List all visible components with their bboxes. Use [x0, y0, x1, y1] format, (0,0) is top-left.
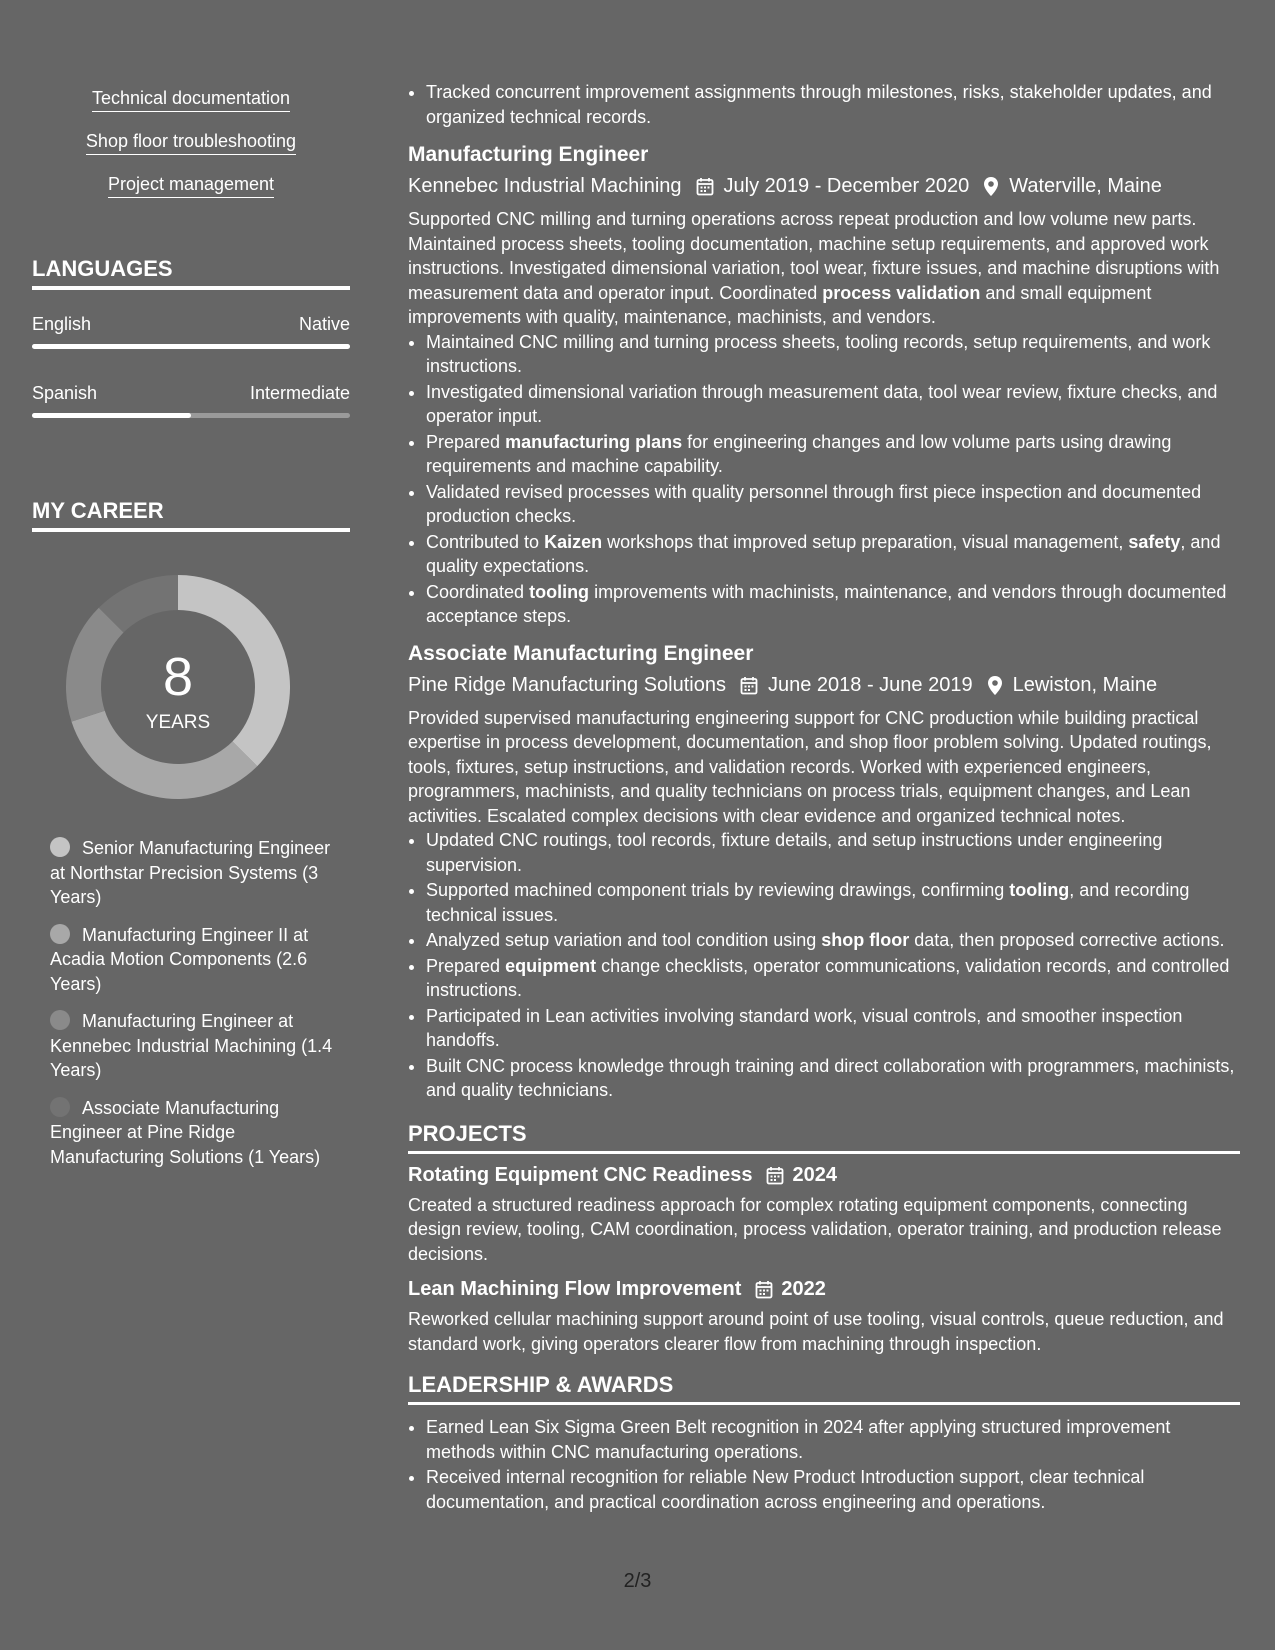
career-donut-segment — [178, 575, 290, 766]
legend-dot — [50, 1010, 70, 1030]
language-level: Native — [298, 314, 350, 334]
bullet-text: change checklists, operator communications, validation records, and controlled instructions. — [426, 955, 1230, 1000]
skills-list — [32, 88, 350, 217]
bullet-text: , and quality expectations. — [426, 531, 1221, 576]
bullet-text: Prepared — [426, 431, 506, 452]
job-meta — [408, 175, 1240, 198]
bullet-text: Investigated dimensional variation through measurement data, tool wear review, fixture checks, and operator input. — [426, 381, 1218, 426]
bullet-text: , and recording technical issues. — [426, 880, 1190, 925]
project-title: Rotating Equipment CNC Readiness — [408, 1163, 753, 1186]
job-description — [408, 706, 1240, 829]
career-donut-segment — [66, 608, 124, 722]
career-total-unit: YEARS — [145, 712, 211, 733]
bullet-text: Prepared — [426, 955, 506, 976]
bullet-highlight: tooling — [1009, 880, 1070, 900]
bullet-text: improvements with machinists, maintenance, and vendors through documented acceptance steps. — [426, 581, 1227, 626]
bullet-item — [426, 1004, 1240, 1053]
location-pin-icon — [983, 176, 999, 197]
career-total-number: 8 — [162, 647, 194, 707]
main-content — [408, 0, 1240, 1515]
job-description — [408, 207, 1240, 330]
career-donut-chart — [66, 575, 290, 799]
project-description: Created a structured readiness approach for complex rotating equipment components, connecting design review, tooling, CAM coordination, process validation, operator training, and production release decisions. — [408, 1194, 1222, 1264]
bullet-highlight: safety — [1128, 531, 1181, 552]
career-legend-label: Manufacturing Engineer at Kennebec Industrial Machining (1.4 Years) — [50, 1011, 333, 1080]
job-company: Pine Ridge Manufacturing Solutions — [408, 673, 726, 696]
language-proficiency-bar — [32, 344, 350, 349]
bullet-text: Updated CNC routings, tool records, fixture details, and setup instructions under engineering supervision. — [426, 830, 1163, 875]
awards-heading: LEADERSHIP & AWARDS — [408, 1372, 1240, 1405]
job-location: Waterville, Maine — [1009, 175, 1162, 197]
job-description-text: and small equipment improvements with quality, maintenance, machinists, and vendors. — [408, 282, 1152, 327]
job-title: Manufacturing Engineer — [408, 143, 649, 166]
skill-item: Technical documentation — [92, 88, 290, 112]
bullet-text: Contributed to — [426, 531, 545, 552]
job-description-text: Supported CNC milling and turning operations across repeat production and low volume new parts. Maintained process sheets, tooling documentation, machine setup requirements, and approved work instructions. Investigated dimensional variation, tool wear, fixture issues, and machine disruptions with measurement data and operator input. Coordinated — [408, 209, 1220, 303]
project-description: Reworked cellular machining support around point of use tooling, visual controls, queue reduction, and standard work, giving operators clearer flow from machining through inspection. — [408, 1309, 1224, 1354]
language-proficiency-bar — [32, 413, 350, 418]
bullet-item: • Earned Lean Six Sigma Green Belt recognition in 2024 after applying structured improvement methods within CNC manufacturing operations. — [426, 1415, 1240, 1464]
bullet-text: Built CNC process knowledge through training and direct collaboration with programmers, machinists, and quality technicians. — [426, 1055, 1235, 1100]
career-legend-label: Associate Manufacturing Engineer at Pine Ridge Manufacturing Solutions (1 Years) — [50, 1097, 321, 1167]
career-legend-item — [50, 1009, 340, 1083]
bullet-item — [426, 330, 1240, 379]
language-spanish — [32, 383, 350, 418]
career-donut-svg — [66, 575, 290, 799]
job-title: Associate Manufacturing Engineer — [408, 641, 754, 665]
bullet-text: data, then proposed corrective actions. — [909, 930, 1225, 950]
career-legend-label: Senior Manufacturing Engineer at Northstar Precision Systems (3 Years) — [50, 838, 331, 907]
job-description-text: Provided supervised manufacturing engineering support for CNC production while building practical expertise in process development, documentation, and shop floor problem solving. Updated routings, tools, fixtures, setup instructions, and validation records. Worked with experienced engineers, programmers, machinists, and quality technicians on process trials, equipment changes, and Lean activities. Escalated complex decisions with clear evidence and organized technical notes. — [408, 707, 1212, 826]
bullet-item — [426, 1054, 1240, 1103]
job-meta — [408, 674, 1240, 697]
calendar-icon — [696, 177, 714, 196]
language-name: Spanish — [32, 383, 98, 403]
job-location: Lewiston, Maine — [1012, 673, 1158, 696]
project-year: 2024 — [792, 1163, 837, 1186]
project-title-row — [408, 1164, 1240, 1187]
bullet-item — [426, 580, 1240, 629]
job-dates: July 2019 - December 2020 — [723, 175, 970, 197]
bullet-text: Validated revised processes with quality personnel through first piece inspection and documented production checks. — [426, 481, 1202, 526]
bullet-highlight: Kaizen — [544, 531, 603, 552]
bullet-highlight: shop floor — [821, 930, 910, 950]
bullet-text: Coordinated — [426, 581, 530, 602]
bullet-text: Maintained CNC milling and turning process sheets, tooling records, setup requirements, and work instructions. — [426, 331, 1211, 376]
bullet-item — [426, 878, 1240, 927]
legend-dot — [50, 1097, 70, 1117]
bullet-highlight: manufacturing plans — [505, 431, 683, 452]
legend-dot — [50, 837, 70, 857]
bullet-item — [426, 480, 1240, 529]
bullet-highlight: tooling — [529, 581, 590, 602]
career-legend-item — [50, 923, 340, 997]
bullet-item — [426, 928, 1240, 953]
calendar-icon — [755, 1280, 773, 1299]
job-bullets — [408, 828, 1240, 1103]
bullet-text: workshops that improved setup preparation, visual management, — [602, 531, 1129, 552]
career-legend — [50, 836, 340, 1182]
skill-item: Project management — [108, 174, 274, 198]
continued-bullets — [408, 80, 1240, 129]
location-pin-icon — [987, 675, 1003, 696]
project-entry — [408, 1278, 1240, 1356]
language-level: Intermediate — [249, 383, 350, 403]
bullet-text: Analyzed setup variation and tool condition using — [426, 930, 822, 950]
project-title-row — [408, 1278, 1240, 1301]
career-legend-label: Manufacturing Engineer II at Acadia Motion Components (2.6 Years) — [50, 924, 309, 994]
job-entry — [408, 642, 1240, 1103]
page-number: 2/3 — [623, 1570, 652, 1592]
job-dates: June 2018 - June 2019 — [767, 673, 973, 696]
job-bullets — [408, 330, 1240, 629]
job-description-highlight: process validation — [822, 282, 981, 303]
projects-heading: PROJECTS — [408, 1121, 1240, 1154]
bullet-item — [426, 954, 1240, 1003]
job-entry — [408, 143, 1240, 629]
languages-heading: LANGUAGES — [32, 256, 350, 290]
bullet-item — [426, 430, 1240, 479]
bullet-text: for engineering changes and low volume parts using drawing requirements and machine capability. — [426, 431, 1172, 476]
project-entry — [408, 1164, 1240, 1267]
bullet-highlight: equipment — [505, 955, 597, 976]
sidebar — [32, 0, 350, 1167]
calendar-icon — [766, 1166, 784, 1185]
language-name: English — [32, 314, 92, 334]
job-company: Kennebec Industrial Machining — [408, 175, 682, 197]
bullet-item — [426, 380, 1240, 429]
bullet-item — [426, 530, 1240, 579]
language-proficiency-fill — [32, 344, 350, 349]
language-english — [32, 314, 350, 349]
awards-bullets — [408, 1415, 1240, 1514]
language-proficiency-fill — [32, 413, 191, 418]
project-title: Lean Machining Flow Improvement — [408, 1278, 742, 1300]
career-legend-item — [50, 1096, 340, 1170]
bullet-item: • Received internal recognition for reliable New Product Introduction support, clear technical documentation, and practical coordination across engineering and operations. — [426, 1465, 1240, 1514]
bullet-item — [426, 828, 1240, 877]
project-year: 2022 — [781, 1278, 826, 1300]
legend-dot — [50, 924, 70, 944]
bullet-text: Participated in Lean activities involving standard work, visual controls, and smoother inspection handoffs. — [426, 1005, 1183, 1050]
calendar-icon — [740, 676, 758, 695]
skill-item: Shop floor troubleshooting — [86, 131, 296, 155]
career-legend-item — [50, 836, 340, 910]
bullet-text: Supported machined component trials by reviewing drawings, confirming — [426, 880, 1010, 900]
career-heading: MY CAREER — [32, 498, 350, 532]
bullet-item: • Tracked concurrent improvement assignments through milestones, risks, stakeholder updates, and organized technical records. — [426, 80, 1240, 129]
